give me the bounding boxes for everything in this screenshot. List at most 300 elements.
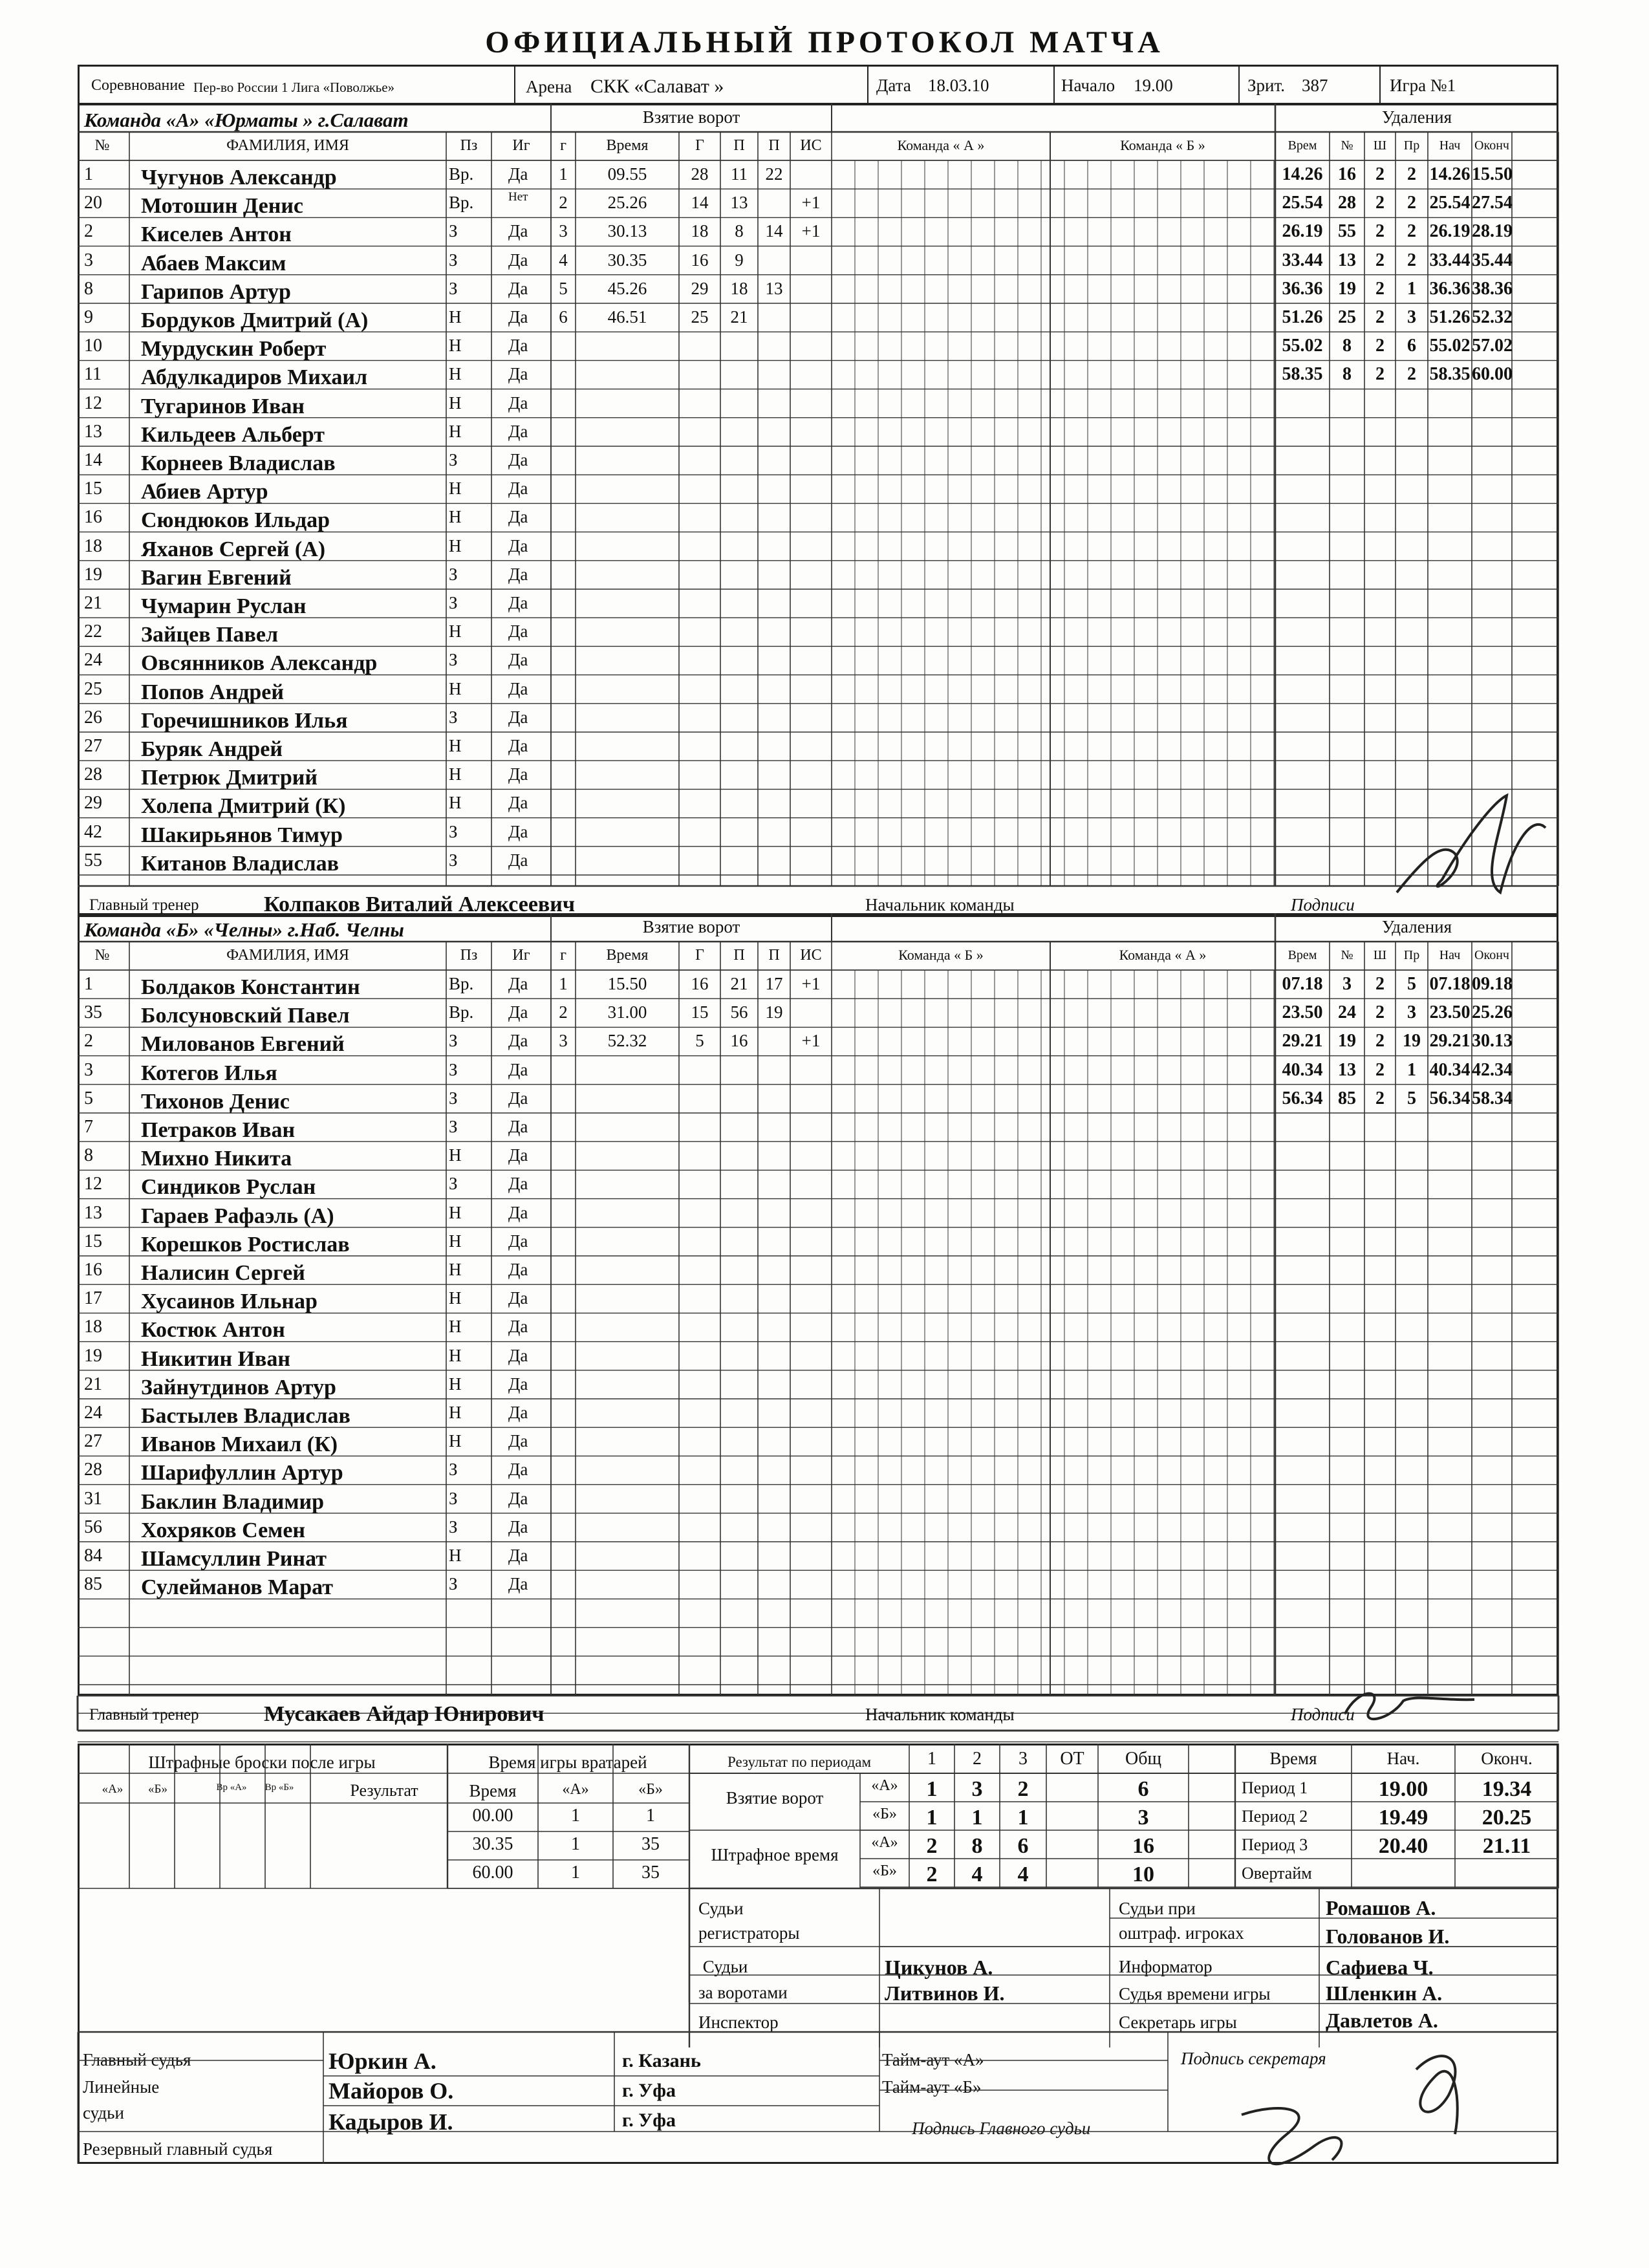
period-team: «Б»	[872, 1863, 897, 1879]
team_a-goal-cell: 18	[691, 221, 709, 241]
team_a-penalty-cell: 33.44	[1282, 250, 1323, 270]
team_b-penalty-cell: 07.18	[1282, 974, 1323, 994]
team_a-col-position: Пз	[460, 137, 478, 154]
team_a-player-number: 1	[84, 164, 93, 184]
team_a-player-position: З	[449, 564, 458, 584]
team_b-penalty-cell: 2	[1375, 1088, 1385, 1108]
team_a-goal-cell: 29	[691, 278, 709, 298]
period-value: 2	[926, 1834, 938, 1858]
period-value: 6	[1017, 1834, 1029, 1858]
reg-label-2: регистраторы	[698, 1923, 800, 1943]
arena-value: СКК «Салават »	[590, 76, 724, 97]
team_b-penalty-cell: 85	[1338, 1088, 1356, 1108]
team_a-player-position: Вр.	[449, 164, 474, 184]
team_b-player-number: 12	[84, 1174, 102, 1194]
team_a-penalty-cell: 25	[1338, 307, 1356, 327]
team_b-player-name: Синдиков Руслан	[141, 1175, 316, 1200]
team_a-penalty-cell: 8	[1342, 336, 1352, 356]
team_b-player-name: Хохряков Семен	[141, 1518, 306, 1542]
team_a-player-name: Яханов Сергей (А)	[141, 537, 326, 561]
referee-city: г. Казань	[622, 2050, 701, 2071]
goal-judge-2: Литвинов И.	[885, 1982, 1005, 2005]
team_a-player-name: Холепа Дмитрий (К)	[141, 794, 346, 819]
team_b-player-number: 28	[84, 1460, 102, 1480]
team_b-goal-cell: 3	[559, 1031, 568, 1051]
team_a-goal-cell: 25.26	[607, 193, 647, 213]
team_b-player-number: 31	[84, 1488, 102, 1509]
team_b-player-name: Шарифуллин Артур	[141, 1461, 343, 1485]
team_b-goal-col: ИС	[800, 947, 822, 964]
team_a-lines-label-1: Команда « А »	[897, 137, 985, 153]
team_a-goal-cell: 4	[559, 250, 568, 270]
period-value: 1	[926, 1806, 938, 1830]
team_a-coach-name: Колпаков Виталий Алексеевич	[264, 892, 576, 916]
shootout-col-gk-b: Вр «Б»	[264, 1782, 294, 1793]
team_b-player-name: Сулейманов Марат	[141, 1575, 333, 1600]
goalie-time-a: 1	[571, 1863, 580, 1883]
team_a-player-played: Да	[508, 336, 528, 356]
referee-label: Главный судья	[83, 2050, 191, 2069]
team_b-player-number: 2	[84, 1031, 93, 1052]
team_a-signatures-label: Подписи	[1291, 895, 1355, 914]
team_a-player-number: 13	[84, 421, 102, 442]
spectators-value: 387	[1302, 76, 1328, 95]
goalie-time-a: 1	[571, 1806, 580, 1826]
team_a-player-played: Нет	[508, 190, 528, 204]
team_a-col-played: Иг	[512, 137, 530, 154]
team_a-goal-col: ИС	[800, 137, 822, 154]
team_a-penalty-cell: 35.44	[1472, 250, 1513, 270]
penbox-judge-1: Ромашов А.	[1326, 1896, 1436, 1919]
team_b-col-position: Пз	[460, 947, 478, 964]
team_a-player-played: Да	[508, 421, 528, 441]
team_a-player-played: Да	[508, 364, 528, 384]
date-label: Дата	[876, 76, 911, 95]
team_a-penalty-cell: 2	[1407, 221, 1416, 242]
team_a-player-number: 22	[84, 621, 102, 642]
team_a-name: Команда «А» «Юрматы » г.Салават	[84, 109, 409, 131]
team_b-penalty-cell: 23.50	[1282, 1002, 1323, 1023]
team_a-penalty-cell: 36.36	[1282, 278, 1323, 299]
team_b-pen-col: №	[1341, 948, 1353, 962]
team_a-player-name: Абдулкадиров Михаил	[141, 365, 368, 390]
team_b-penalty-cell: 19	[1403, 1031, 1421, 1052]
referee-name: Юркин А.	[329, 2048, 436, 2074]
team_b-player-position: З	[449, 1460, 458, 1480]
team_b-goal-cell: 15	[691, 1002, 709, 1022]
team_a-goal-cell: 21	[730, 307, 748, 327]
team_a-player-number: 14	[84, 450, 102, 470]
timekeeper-label: Судья времени игры	[1119, 1984, 1271, 2003]
team_a-player-position: Н	[449, 364, 462, 384]
team_a-chief-label: Начальник команды	[865, 895, 1015, 914]
team_b-name: Команда «Б» «Челны» г.Наб. Челны	[84, 918, 404, 941]
team_a-pen-col: №	[1341, 138, 1353, 153]
team_b-player-name: Бастылев Владислав	[141, 1404, 350, 1428]
team_b-goal-col: Время	[606, 947, 649, 964]
team_b-goal-cell: 2	[559, 1002, 568, 1022]
period-value: 4	[1017, 1863, 1029, 1886]
period-time-label: Период 1	[1242, 1778, 1308, 1797]
team_a-player-number: 11	[84, 364, 102, 385]
team_b-player-played: Да	[508, 1231, 528, 1251]
team_b-player-number: 15	[84, 1231, 102, 1251]
team_a-penalty-cell: 58.35	[1282, 364, 1323, 385]
team_a-pen-col: Оконч	[1474, 138, 1509, 153]
team_b-goal-cell: 1	[559, 974, 568, 993]
team_b-player-name: Михно Никита	[141, 1147, 292, 1171]
goalie-time-a: 1	[571, 1834, 580, 1854]
team_b-penalty-cell: 40.34	[1429, 1059, 1471, 1080]
team_a-goal-cell: 8	[735, 221, 744, 241]
team_a-goal-cell: +1	[801, 221, 821, 241]
team_b-signatures-label: Подписи	[1291, 1705, 1355, 1724]
team_b-penalty-cell: 2	[1375, 1059, 1385, 1080]
team_a-pen-col: Пр	[1403, 138, 1420, 153]
team_b-player-played: Да	[508, 1403, 528, 1422]
penbox-label-1: Судьи при	[1119, 1899, 1196, 1918]
team_b-pen-col: Врем	[1288, 948, 1317, 962]
team_a-player-position: Н	[449, 678, 462, 698]
team_a-goal-cell: 1	[559, 164, 568, 184]
team_a-player-position: З	[449, 821, 458, 841]
team_b-goal-cell: 17	[765, 974, 783, 993]
team_b-player-name: Милованов Евгений	[141, 1032, 345, 1057]
team_b-player-number: 3	[84, 1059, 93, 1080]
team_a-player-played: Да	[508, 507, 528, 527]
team_b-player-played: Да	[508, 1460, 528, 1480]
period-time-start: 19.00	[1378, 1777, 1428, 1801]
team_b-goal-cell: 5	[695, 1031, 704, 1051]
team_b-pen-col: Ш	[1373, 948, 1387, 962]
team_b-pen-col: Оконч	[1474, 948, 1509, 962]
team_a-goal-cell: 30.13	[607, 221, 647, 241]
competition-label: Соревнование	[91, 77, 185, 94]
team_b-player-number: 13	[84, 1202, 102, 1223]
timekeeper-name: Шленкин А.	[1326, 1982, 1443, 2005]
team_b-player-position: Вр.	[449, 1002, 474, 1022]
team_a-player-name: Абиев Артур	[141, 480, 268, 504]
team_a-player-position: З	[449, 250, 458, 270]
period-value: 16	[1132, 1834, 1154, 1858]
periods-goals-label: Взятие ворот	[726, 1788, 824, 1808]
team_b-player-position: Н	[449, 1317, 462, 1337]
team_b-player-position: Н	[449, 1345, 462, 1365]
team_b-penalty-cell: 56.34	[1282, 1088, 1323, 1108]
team_a-goal-col: П	[733, 137, 745, 154]
team_a-penalty-cell: 2	[1375, 221, 1385, 242]
team_a-player-number: 28	[84, 764, 102, 785]
team_b-player-position: З	[449, 1059, 458, 1079]
team_b-player-position: Н	[449, 1546, 462, 1565]
team_b-player-position: Н	[449, 1403, 462, 1422]
team_a-penalty-cell: 3	[1407, 307, 1416, 327]
team_b-penalty-cell: 19	[1338, 1031, 1356, 1052]
team_a-pen-col: Нач	[1439, 138, 1461, 153]
team_a-player-position: Н	[449, 507, 462, 527]
team_b-player-name: Тихонов Денис	[141, 1089, 290, 1114]
team_b-lines-label-1: Команда « Б »	[898, 947, 984, 963]
team_b-penalty-cell: 58.34	[1472, 1088, 1513, 1108]
team_b-pen-col: Нач	[1439, 948, 1461, 962]
team_a-player-name: Кильдеев Альберт	[141, 422, 325, 447]
shootout-col-gk-a: Вр «А»	[216, 1782, 247, 1793]
period-time-start: 20.40	[1378, 1834, 1428, 1858]
shootout-col-b: «Б»	[148, 1782, 167, 1796]
period-time-col: Оконч.	[1481, 1749, 1533, 1768]
period-value: 1	[971, 1806, 983, 1830]
team_a-player-played: Да	[508, 821, 528, 841]
team_a-player-position: Н	[449, 621, 462, 642]
team_a-player-played: Да	[508, 393, 528, 413]
period-time-end: 21.11	[1482, 1834, 1531, 1858]
secretary-name: Давлетов А.	[1326, 2009, 1438, 2032]
team_a-player-played: Да	[508, 307, 528, 327]
team_b-coach-label: Главный тренер	[89, 1706, 199, 1723]
team_a-player-position: З	[449, 221, 458, 241]
team_b-player-played: Да	[508, 1145, 528, 1165]
period-col: 2	[973, 1749, 982, 1769]
reserve-referee-label: Резервный главный судья	[83, 2139, 273, 2159]
period-value: 6	[1137, 1777, 1149, 1801]
team_b-player-name: Баклин Владимир	[141, 1489, 325, 1514]
team_a-penalty-cell: 28	[1338, 193, 1356, 213]
team_b-penalty-cell: 40.34	[1282, 1059, 1323, 1080]
team_b-player-name: Костюк Антон	[141, 1318, 285, 1343]
team_b-player-played: Да	[508, 1117, 528, 1136]
team_b-player-number: 16	[84, 1260, 102, 1280]
date-value: 18.03.10	[928, 76, 989, 95]
shootout-title: Штрафные броски после игры	[148, 1753, 376, 1772]
team_b-player-position: Вр.	[449, 974, 474, 993]
team_a-player-number: 20	[84, 193, 102, 213]
team_a-player-name: Чумарин Руслан	[141, 594, 307, 618]
shootout-col-result: Результат	[350, 1781, 418, 1800]
period-value: 1	[926, 1777, 938, 1801]
penbox-label-2: оштраф. игроках	[1119, 1923, 1244, 1943]
team_a-player-name: Шакирьянов Тимур	[141, 823, 343, 847]
game-number: Игра №1	[1390, 76, 1456, 95]
team_a-player-number: 3	[84, 250, 93, 270]
team_a-player-number: 10	[84, 336, 102, 356]
team_a-penalty-cell: 13	[1338, 250, 1356, 270]
team_a-player-played: Да	[508, 850, 528, 870]
team_a-player-number: 8	[84, 278, 93, 299]
team_a-player-position: Н	[449, 336, 462, 356]
team_a-player-name: Киселев Антон	[141, 222, 292, 247]
linesman-1-city: г. Уфа	[622, 2080, 676, 2101]
team_a-penalty-cell: 2	[1407, 364, 1416, 385]
team_b-pen-col: Пр	[1403, 948, 1420, 962]
team_a-penalty-cell: 2	[1375, 307, 1385, 327]
team_b-player-played: Да	[508, 1260, 528, 1279]
team_b-player-name: Петраков Иван	[141, 1118, 296, 1142]
team_a-player-name: Чугунов Александр	[141, 166, 337, 189]
team_b-player-played: Да	[508, 1488, 528, 1508]
team_b-goal-cell: 21	[730, 974, 748, 993]
team_b-player-number: 18	[84, 1317, 102, 1337]
team_a-player-name: Корнеев Владислав	[141, 451, 336, 475]
periods-pim-label: Штрафное время	[711, 1845, 839, 1864]
team_a-player-name: Попов Андрей	[141, 680, 284, 704]
team_b-player-played: Да	[508, 974, 528, 993]
team_a-player-number: 55	[84, 850, 102, 870]
team_a-player-name: Мотошин Денис	[141, 194, 303, 219]
team_b-player-name: Иванов Михаил (К)	[141, 1432, 338, 1457]
team_b-penalty-cell: 24	[1338, 1002, 1356, 1023]
team_b-player-played: Да	[508, 1288, 528, 1308]
team_a-player-number: 2	[84, 221, 93, 242]
team_a-goal-cell: 25	[691, 307, 709, 327]
team_a-player-played: Да	[508, 450, 528, 470]
team_b-player-name: Налисин Сергей	[141, 1261, 305, 1285]
linesmen-label-2: судьи	[83, 2103, 124, 2122]
team_b-player-name: Котегов Илья	[141, 1061, 277, 1085]
team_b-player-played: Да	[508, 1088, 528, 1108]
team_b-player-name: Корешков Ростислав	[141, 1232, 350, 1257]
team_a-penalty-cell: 2	[1375, 250, 1385, 270]
team_a-penalty-cell: 25.54	[1282, 193, 1323, 213]
team_a-player-name: Буряк Андрей	[141, 737, 283, 761]
goalie-time-value: 00.00	[472, 1806, 513, 1826]
team_b-player-number: 7	[84, 1117, 93, 1137]
team_a-player-name: Тугаринов Иван	[141, 394, 305, 418]
period-time-end: 20.25	[1482, 1806, 1532, 1830]
team_b-lines-label-2: Команда « А »	[1119, 947, 1207, 963]
team_a-penalty-cell: 6	[1407, 336, 1416, 356]
team_b-player-number: 84	[84, 1546, 102, 1566]
team_b-player-name: Зайнутдинов Артур	[141, 1375, 336, 1399]
team_a-player-number: 27	[84, 736, 102, 756]
team_b-player-position: З	[449, 1031, 458, 1051]
team_a-player-number: 16	[84, 507, 102, 528]
team_a-goal-cell: 9	[735, 250, 744, 270]
start-value: 19.00	[1134, 76, 1173, 95]
team_b-penalty-cell: 2	[1375, 1002, 1385, 1023]
goalie-time-value: 60.00	[472, 1863, 513, 1883]
team_b-penalty-cell: 3	[1407, 1002, 1416, 1023]
team_b-player-played: Да	[508, 1574, 528, 1594]
team_b-player-played: Да	[508, 1059, 528, 1079]
team_a-player-name: Петрюк Дмитрий	[141, 766, 318, 790]
team_a-penalty-cell: 2	[1375, 336, 1385, 356]
team_a-player-position: Н	[449, 764, 462, 784]
team_b-player-number: 5	[84, 1088, 93, 1108]
team_a-penalty-cell: 55.02	[1282, 336, 1323, 356]
team_a-penalty-cell: 60.00	[1472, 364, 1513, 385]
goalie-time-b: 35	[641, 1834, 660, 1854]
team_a-player-number: 21	[84, 593, 102, 613]
team_a-player-played: Да	[508, 535, 528, 556]
competition-value: Пер-во России 1 Лига «Поволжье»	[193, 80, 395, 95]
team_b-player-number: 21	[84, 1374, 102, 1394]
team_a-penalty-cell: 2	[1407, 164, 1416, 184]
team_a-goal-cell: 22	[765, 164, 783, 184]
team_a-player-position: З	[449, 450, 458, 470]
team_a-player-number: 18	[84, 535, 102, 556]
team_b-goal-cell: 56	[730, 1002, 748, 1022]
team_a-player-played: Да	[508, 164, 528, 184]
linesman-1-name: Майоров О.	[329, 2078, 454, 2104]
team_b-player-number: 27	[84, 1431, 102, 1452]
team_b-coach-name: Мусакаев Айдар Юнирович	[264, 1702, 544, 1726]
team_a-player-played: Да	[508, 650, 528, 670]
team_a-player-position: З	[449, 650, 458, 670]
period-value: 10	[1132, 1863, 1154, 1886]
team_b-col-played: Иг	[512, 947, 530, 964]
team_b-player-played: Да	[508, 1031, 528, 1051]
team_a-penalty-cell: 55	[1338, 221, 1356, 242]
team_a-player-position: З	[449, 850, 458, 870]
team_a-goal-cell: 18	[730, 278, 748, 298]
team_a-goal-cell: 3	[559, 221, 568, 241]
secretary-signature-label: Подпись секретаря	[1181, 2049, 1326, 2068]
goal-judges-label-2: за воротами	[698, 1983, 788, 2002]
team_a-penalty-cell: 51.26	[1429, 307, 1471, 327]
team_a-player-name: Зайцев Павел	[141, 623, 279, 647]
team_b-player-played: Да	[508, 1002, 528, 1022]
team_a-player-played: Да	[508, 764, 528, 784]
team_a-penalty-cell: 14.26	[1429, 164, 1471, 184]
team_b-player-name: Гараев Рафаэль (А)	[141, 1204, 334, 1228]
team_b-penalty-cell: 5	[1407, 974, 1416, 994]
team_a-player-number: 42	[84, 821, 102, 842]
period-value: 1	[1017, 1806, 1029, 1830]
period-time-label: Период 2	[1242, 1807, 1308, 1826]
team_a-penalty-cell: 51.26	[1282, 307, 1323, 327]
goalie-time-value: 30.35	[472, 1834, 513, 1854]
team_a-player-name: Овсянников Александр	[141, 651, 378, 676]
team_b-player-played: Да	[508, 1546, 528, 1565]
team_b-goal-cell: +1	[801, 1031, 821, 1051]
team_b-penalty-cell: 23.50	[1429, 1002, 1471, 1023]
periods-title: Результат по периодам	[727, 1754, 872, 1770]
team_a-player-position: Н	[449, 793, 462, 813]
team_a-goal-cell: 5	[559, 278, 568, 298]
team_a-player-position: З	[449, 593, 458, 612]
team_b-player-number: 8	[84, 1145, 93, 1166]
team_a-penalty-cell: 57.02	[1472, 336, 1513, 356]
shootout-col-a: «А»	[102, 1782, 124, 1796]
linesman-2-name: Кадыров И.	[329, 2109, 453, 2135]
team_a-player-played: Да	[508, 221, 528, 241]
team_a-player-number: 15	[84, 479, 102, 499]
team_b-player-played: Да	[508, 1345, 528, 1365]
team_a-player-number: 24	[84, 650, 102, 671]
team_b-goals-title: Взятие ворот	[642, 917, 740, 936]
period-time-col: Нач.	[1386, 1749, 1420, 1768]
team_b-player-played: Да	[508, 1202, 528, 1222]
team_a-goal-cell: 13	[730, 193, 748, 213]
team_a-penalty-cell: 25.54	[1429, 193, 1471, 213]
team_a-player-position: З	[449, 707, 458, 727]
team_b-player-position: З	[449, 1574, 458, 1594]
team_a-penalty-cell: 2	[1375, 278, 1385, 299]
team_b-penalty-cell: 29.21	[1282, 1031, 1323, 1052]
team_b-goal-col: Г	[695, 947, 704, 964]
team_b-col-name: ФАМИЛИЯ, ИМЯ	[226, 947, 349, 964]
team_a-col-name: ФАМИЛИЯ, ИМЯ	[226, 137, 349, 154]
team_a-player-played: Да	[508, 621, 528, 642]
goalie-time-col-a: «А»	[562, 1781, 589, 1798]
timeout-b-label: Тайм-аут «Б»	[882, 2077, 982, 2097]
team_b-player-position: Н	[449, 1374, 462, 1394]
team_b-penalty-cell: 2	[1375, 1031, 1385, 1052]
team_a-player-position: Н	[449, 393, 462, 413]
team_b-player-played: Да	[508, 1517, 528, 1537]
team_a-player-number: 26	[84, 707, 102, 728]
team_a-penalty-cell: 55.02	[1429, 336, 1471, 356]
